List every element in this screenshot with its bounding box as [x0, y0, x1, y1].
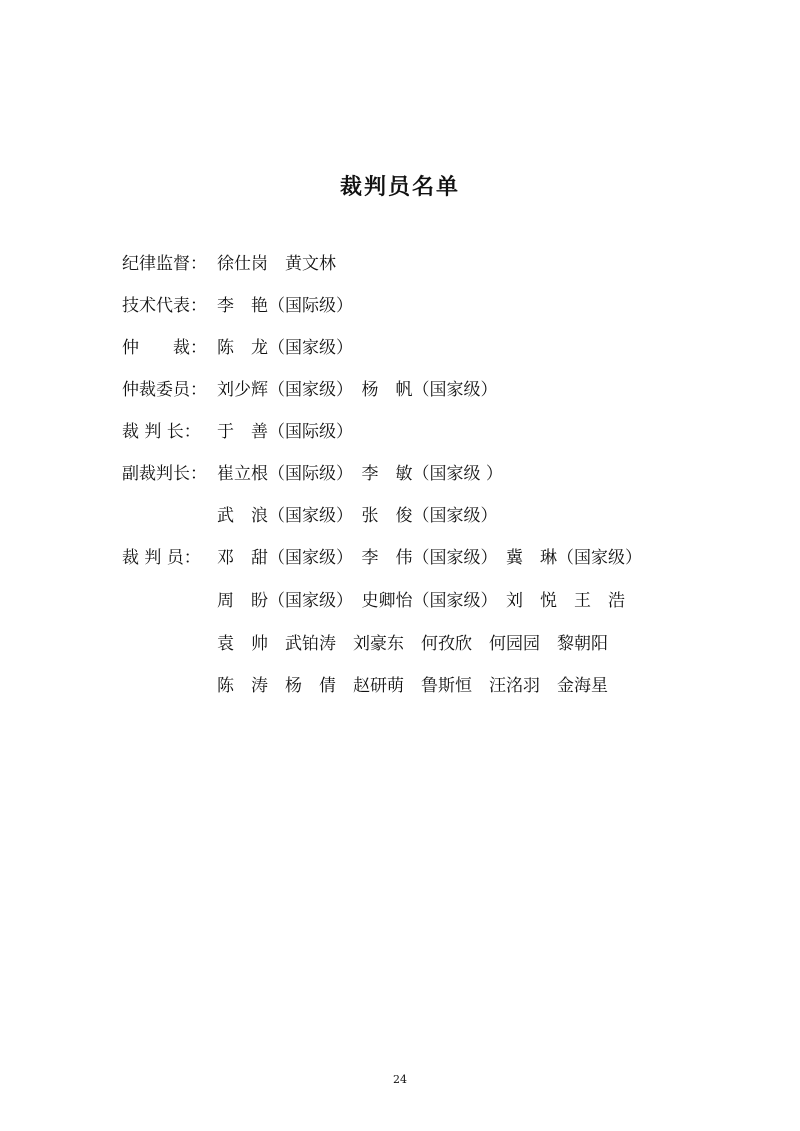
row-names: 陈 龙（国家级） [217, 338, 353, 358]
row-names: 李 艳（国际级） [217, 296, 353, 316]
row-label: 副裁判长： [122, 464, 207, 484]
row-names: 武 浪（国家级） 张 俊（国家级） [217, 506, 498, 526]
row-names: 崔立根（国际级） 李 敏（国家级 ） [217, 464, 503, 484]
page-title: 裁判员名单 [339, 175, 460, 200]
row-names: 邓 甜（国家级） 李 伟（国家级） 冀 琳（国家级） [217, 548, 642, 568]
page-number: 24 [393, 1073, 407, 1086]
row-label: 裁 判 员： [122, 548, 201, 568]
row-label: 仲裁委员： [122, 380, 207, 400]
row-label: 纪律监督： [122, 254, 207, 274]
row-names: 周 盼（国家级） 史卿怡（国家级） 刘 悦 王 浩 [217, 591, 625, 611]
row-names: 袁 帅 武铂涛 刘豪东 何孜欣 何园园 黎朝阳 [217, 634, 608, 654]
row-names: 徐仕岗 黄文林 [217, 254, 336, 274]
row-label: 裁 判 长： [122, 422, 201, 442]
row-names: 陈 涛 杨 倩 赵研萌 鲁斯恒 汪洺羽 金海星 [217, 676, 608, 696]
row-label: 技术代表： [122, 296, 207, 316]
row-names: 于 善（国际级） [217, 422, 353, 442]
row-label: 仲 裁： [122, 338, 207, 358]
row-names: 刘少辉（国家级） 杨 帆（国家级） [217, 380, 498, 400]
